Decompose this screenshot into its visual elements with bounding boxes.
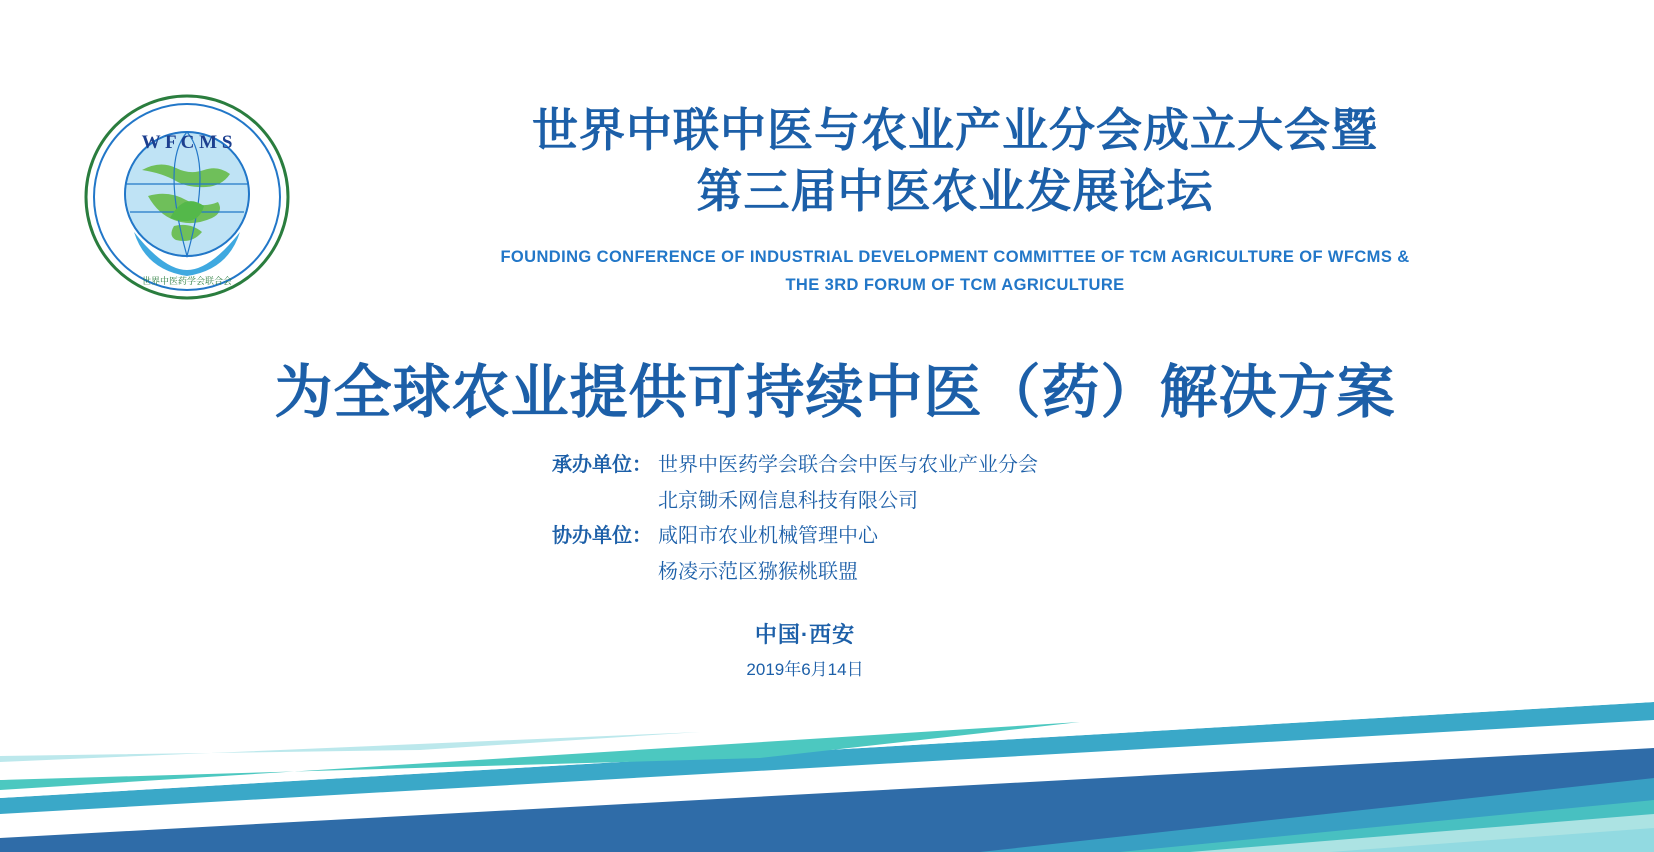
- organizer-label: 协办单位：: [552, 525, 652, 548]
- organizer-value: 咸阳市农业机械管理中心: [658, 525, 878, 548]
- organizer-value: 杨凌示范区猕猴桃联盟: [658, 560, 858, 583]
- decorative-ribbons: [0, 552, 1654, 852]
- title-block: [300, 100, 1610, 300]
- place-text: 中国·西安: [754, 622, 856, 647]
- title-cn-line2: 第三届中医农业发展论坛: [696, 164, 1214, 217]
- svg-text:世界中医药学会联合会: 世界中医药学会联合会: [141, 276, 233, 286]
- wfcms-logo: [82, 92, 292, 302]
- date-text: 2019年6月14日: [746, 660, 864, 679]
- organizer-value: 世界中医药学会联合会中医与农业产业分会: [658, 454, 1038, 476]
- organizer-label: 承办单位：: [552, 454, 652, 476]
- organizer-row: [300, 519, 1310, 555]
- title-en-line1: FOUNDING CONFERENCE OF INDUSTRIAL DEVELOPMENT COMMITTEE OF TCM AGRICULTURE OF WFCMS &: [500, 248, 1410, 267]
- organizer-block: [300, 448, 1310, 590]
- organizer-row: [300, 448, 1310, 484]
- organizer-value: 北京锄禾网信息科技有限公司: [658, 489, 918, 512]
- organizer-row: [300, 484, 1310, 520]
- slogan: 为全球农业提供可持续中医（药）解决方案: [274, 360, 1396, 425]
- title-cn-line1: 世界中联中医与农业产业分会成立大会暨: [532, 104, 1378, 156]
- svg-text:W F C M S: W F C M S: [141, 132, 233, 153]
- organizer-row: [300, 555, 1310, 591]
- title-en-line2: THE 3RD FORUM OF TCM AGRICULTURE: [785, 276, 1125, 295]
